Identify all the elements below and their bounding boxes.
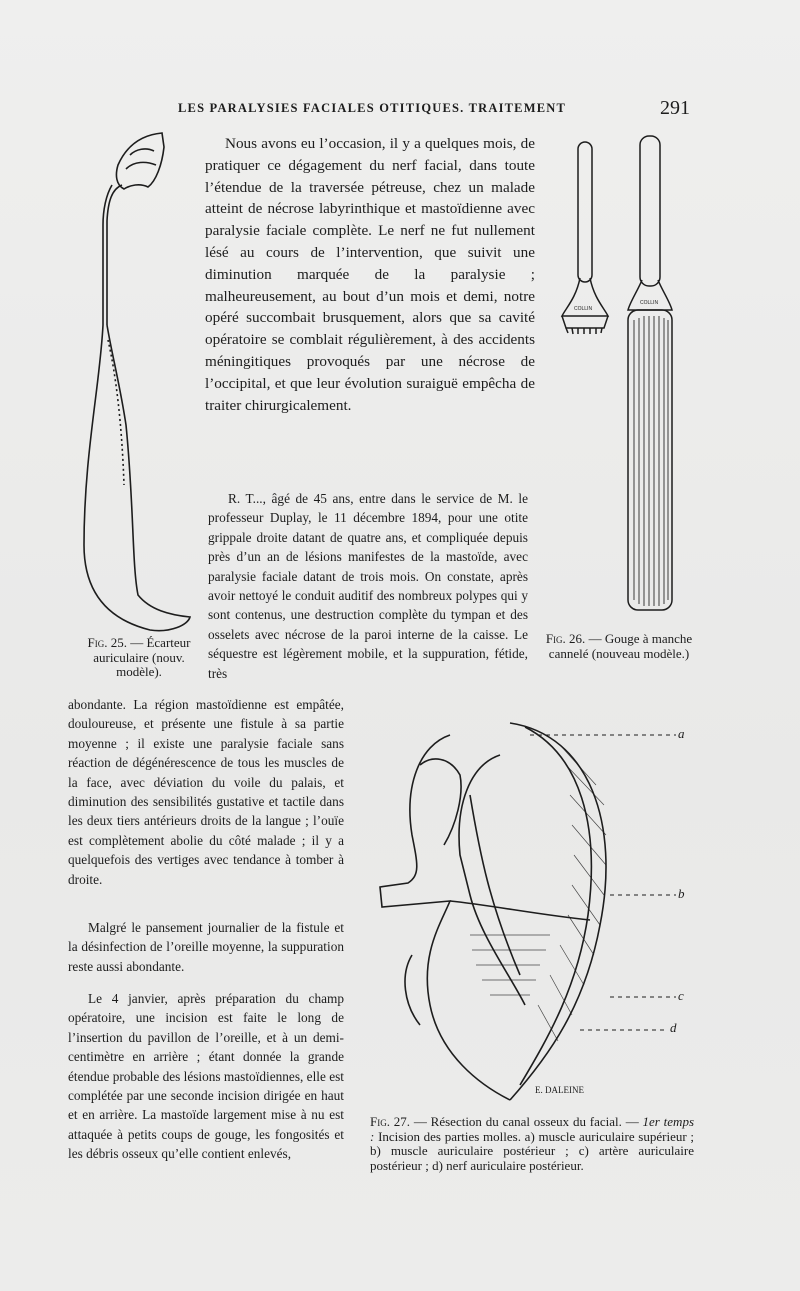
case-paragraph-right: R. T..., âgé de 45 ans, entre dans le service de M. le professeur Duplay, le 11 décembre 1894, pour une otite grippale droite datant de quatre ans, et compliquée depuis près d’un an de lésions manifestes de la mastoïde, avec paralysie faciale datant de trois mois. On constate, après avoir nettoyé le conduit auditif des nombreux polypes qui y sont contenus, une destruction complète du tympan et des osselets avec nécrose de la paroi interne de la caisse. Le séquestre est légèrement mobile, et la suppuration, fétide, très [208, 491, 528, 681]
case-paragraph-left: abondante. La région mastoïdienne est empâtée, douloureuse, et présente une fistule à sa partie moyenne ; il existe une paralysie faciale sans réaction de dégénérescence de tous les muscles de la face, avec déviation du voile du palais, et diminution des sensibilités gustative et tactile dans les deux tiers antérieurs droits de la langue ; l’ouïe est complètement abolie du côté malade ; il y a quelquefois des vertiges avec tendance à tomber à droite. [68, 697, 344, 887]
fig26-gouge-small [556, 138, 616, 338]
fig27-label-c: c [678, 988, 684, 1003]
fig26-engraving-large: COLLIN [640, 300, 659, 306]
fig27-label: Fig. 27. [370, 1114, 411, 1129]
fig26-engraving-small: COLLIN [574, 306, 593, 312]
fig25-caption [75, 636, 203, 680]
fig27-label-b: b [678, 886, 685, 901]
fig27-signature: E. DALEINE [535, 1085, 584, 1095]
fig25-retractor-illustration [70, 125, 220, 625]
running-header [0, 97, 800, 121]
fig27-caption-a: — Résection du canal osseux du facial. — [413, 1114, 639, 1129]
fig27-caption-b: 1er temps : [370, 1114, 694, 1144]
header-title: LES PARALYSIES FACIALES OTITIQUES. TRAITEMENT [178, 101, 567, 115]
fig26-caption [539, 632, 699, 661]
fig25-label: Fig. 25. [87, 635, 127, 650]
page-number: 291 [660, 97, 690, 119]
fig27-label-d: d [670, 1020, 677, 1035]
intro-paragraph: Nous avons eu l’occasion, il y a quelques mois, de pratiquer ce dégagement du nerf facial, dans toute l’étendue de la traversée pétreuse, chez un malade atteint de nécrose labyrinthique et mastoïdienne avec paralysie faciale complète. Le nerf ne fut nullement lésé au cours de l’intervention, que suivit une diminution marquée de la paralysie ; malheureusement, au bout d’un mois et demi, notre opéré succombait brusquement, alors que sa cavité opératoire se comblait régulièrement, à des accidents méningitiques provoqués par une nécrose de l’occipital, et que leur évolution suraiguë empêcha de traiter chirurgicalement. [205, 135, 535, 414]
fig26-gouge-large [620, 130, 690, 630]
paragraph-2: Malgré le pansement journalier de la fistule et la désinfection de l’oreille moyenne, la suppuration reste aussi abondante. [68, 920, 344, 974]
fig27-label-a: a [678, 726, 685, 741]
fig27-anatomical-illustration [360, 705, 690, 1115]
fig25-caption-text: — Écarteur auriculaire (nouv. modèle). [93, 635, 191, 679]
fig27-caption [370, 1115, 694, 1173]
fig27-caption-c: Incision des parties molles. a) muscle auriculaire supérieur ; b) muscle auriculaire postérieur ; c) artère auriculaire postérieur ; d) nerf auriculaire postérieur. [370, 1128, 694, 1173]
fig26-label: Fig. 26. [545, 631, 586, 646]
paragraph-3: Le 4 janvier, après préparation du champ opératoire, une incision est faite le long de l’insertion du pavillon de l’oreille, et à un demi-centimètre en arrière ; étant donnée la grande étendue probable des lésions mastoïdiennes, elle est complétée par une seconde incision dirigée en haut et en arrière. La mastoïde largement mise à nu est attaquée à petits coups de gouge, les fongosités et les débris osseux qu’elle contient enlevés, [68, 991, 344, 1162]
fig26-caption-text: — Gouge à manche cannelé (nouveau modèle.) [548, 631, 693, 661]
